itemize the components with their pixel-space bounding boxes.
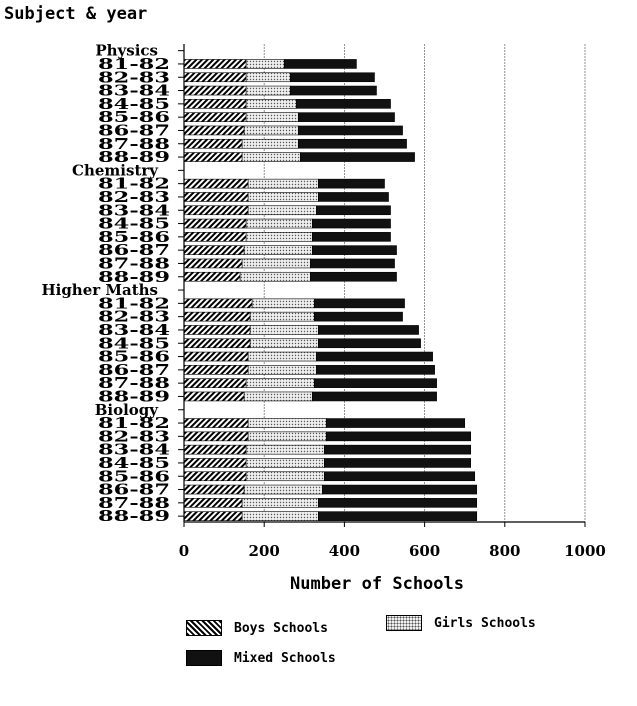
year-label-higher-maths-83-84: 83-84 <box>98 320 170 339</box>
bar-biology-83-84-mixed <box>324 445 470 454</box>
bar-higher-maths-84-85-girls <box>250 339 318 348</box>
bar-biology-82-83-mixed <box>326 432 470 441</box>
bar-higher-maths-85-86-girls <box>248 352 316 361</box>
bar-biology-85-86-girls <box>246 472 324 481</box>
bar-higher-maths-82-83-girls <box>250 312 314 321</box>
year-label-physics-85-86: 85-86 <box>98 108 170 127</box>
bar-chemistry-88-89-boys <box>184 272 240 281</box>
bar-physics-85-86-mixed <box>298 113 394 122</box>
bar-physics-82-83-mixed <box>290 73 374 82</box>
bar-chemistry-84-85-mixed <box>312 219 390 228</box>
year-label-biology-83-84: 83-84 <box>98 440 170 459</box>
bar-higher-maths-88-89-boys <box>184 392 244 401</box>
bar-biology-86-87-boys <box>184 485 244 494</box>
bar-biology-87-88-mixed <box>318 498 476 507</box>
bar-chemistry-85-86-girls <box>246 232 312 241</box>
bar-higher-maths-87-88-boys <box>184 379 246 388</box>
year-label-physics-84-85: 84-85 <box>98 94 170 113</box>
year-label-physics-82-83: 82-83 <box>98 68 170 87</box>
legend-girls-label: Girls Schools <box>434 615 536 631</box>
bar-physics-84-85-girls <box>246 99 296 108</box>
x-tick-label-0: 0 <box>178 542 190 560</box>
bar-higher-maths-82-83-mixed <box>314 312 402 321</box>
bar-physics-85-86-boys <box>184 113 246 122</box>
year-label-chemistry-86-87: 86-87 <box>98 241 170 260</box>
legend-girls <box>386 615 536 631</box>
bar-higher-maths-87-88-girls <box>246 379 314 388</box>
x-tick-label-600: 600 <box>408 542 441 560</box>
bar-biology-84-85-boys <box>184 458 246 467</box>
year-label-higher-maths-81-82: 81-82 <box>98 294 170 313</box>
bar-higher-maths-81-82-mixed <box>314 299 404 308</box>
year-label-chemistry-83-84: 83-84 <box>98 201 170 220</box>
year-label-higher-maths-86-87: 86-87 <box>98 360 170 379</box>
bar-physics-82-83-boys <box>184 73 246 82</box>
bar-biology-82-83-girls <box>248 432 326 441</box>
bar-higher-maths-83-84-boys <box>184 325 250 334</box>
bar-higher-maths-85-86-boys <box>184 352 248 361</box>
year-label-physics-88-89: 88-89 <box>98 148 170 167</box>
bar-physics-88-89-mixed <box>300 153 414 162</box>
bar-chemistry-86-87-boys <box>184 246 244 255</box>
year-label-higher-maths-87-88: 87-88 <box>98 374 170 393</box>
bar-chemistry-85-86-mixed <box>312 232 390 241</box>
bar-higher-maths-81-82-boys <box>184 299 252 308</box>
bar-physics-86-87-girls <box>244 126 298 135</box>
bar-higher-maths-81-82-girls <box>252 299 314 308</box>
year-label-physics-86-87: 86-87 <box>98 121 170 140</box>
subject-label-higher-maths: Higher Maths <box>41 281 158 300</box>
bar-biology-88-89-boys <box>184 512 242 521</box>
bar-biology-81-82-mixed <box>326 419 464 428</box>
legend-boys <box>186 620 328 636</box>
bar-physics-86-87-mixed <box>298 126 402 135</box>
bar-higher-maths-85-86-mixed <box>316 352 432 361</box>
year-label-biology-82-83: 82-83 <box>98 427 170 446</box>
x-tick-label-800: 800 <box>489 542 521 560</box>
bar-higher-maths-86-87-boys <box>184 365 248 374</box>
bar-physics-81-82-mixed <box>284 59 356 68</box>
year-label-physics-87-88: 87-88 <box>98 134 170 153</box>
bar-higher-maths-83-84-mixed <box>318 325 418 334</box>
legend-mixed-label: Mixed Schools <box>234 650 336 666</box>
bar-chemistry-86-87-girls <box>244 246 312 255</box>
legend-mixed <box>186 650 336 666</box>
year-label-higher-maths-82-83: 82-83 <box>98 307 170 326</box>
bar-physics-81-82-boys <box>184 59 246 68</box>
bar-biology-81-82-girls <box>248 419 326 428</box>
bar-chemistry-87-88-boys <box>184 259 242 268</box>
bar-biology-86-87-mixed <box>322 485 476 494</box>
bar-higher-maths-88-89-mixed <box>312 392 436 401</box>
year-label-higher-maths-84-85: 84-85 <box>98 334 170 353</box>
year-label-chemistry-81-82: 81-82 <box>98 174 170 193</box>
bar-chemistry-83-84-mixed <box>316 206 390 215</box>
bar-higher-maths-87-88-mixed <box>314 379 436 388</box>
year-label-higher-maths-85-86: 85-86 <box>98 347 170 366</box>
bar-biology-87-88-girls <box>242 498 318 507</box>
bar-biology-87-88-boys <box>184 498 242 507</box>
bar-chemistry-81-82-mixed <box>318 179 384 188</box>
bar-higher-maths-84-85-mixed <box>318 339 420 348</box>
bar-chemistry-83-84-girls <box>248 206 316 215</box>
bar-biology-84-85-mixed <box>324 458 470 467</box>
bar-chemistry-85-86-boys <box>184 232 246 241</box>
legend-mixed-swatch <box>186 650 222 666</box>
year-label-physics-83-84: 83-84 <box>98 81 170 100</box>
bar-chemistry-87-88-girls <box>242 259 310 268</box>
bar-chemistry-83-84-boys <box>184 206 248 215</box>
year-label-chemistry-84-85: 84-85 <box>98 214 170 233</box>
bar-physics-82-83-girls <box>246 73 290 82</box>
bar-biology-82-83-boys <box>184 432 248 441</box>
bar-biology-86-87-girls <box>244 485 322 494</box>
x-tick-label-1000: 1000 <box>564 542 606 560</box>
x-axis-title: Number of Schools <box>290 574 464 594</box>
bar-biology-83-84-boys <box>184 445 246 454</box>
year-label-chemistry-88-89: 88-89 <box>98 267 170 286</box>
year-label-biology-81-82: 81-82 <box>98 414 170 433</box>
legend-girls-swatch <box>386 615 422 631</box>
bar-higher-maths-82-83-boys <box>184 312 250 321</box>
year-label-biology-85-86: 85-86 <box>98 467 170 486</box>
year-label-biology-86-87: 86-87 <box>98 480 170 499</box>
bar-layer <box>184 59 477 520</box>
bar-physics-85-86-girls <box>246 113 298 122</box>
bar-higher-maths-86-87-mixed <box>316 365 434 374</box>
subject-label-chemistry: Chemistry <box>72 161 158 180</box>
bar-biology-85-86-boys <box>184 472 246 481</box>
bar-biology-81-82-boys <box>184 419 248 428</box>
bar-biology-88-89-mixed <box>318 512 476 521</box>
year-label-chemistry-82-83: 82-83 <box>98 187 170 206</box>
bar-physics-84-85-mixed <box>296 99 390 108</box>
bar-physics-87-88-boys <box>184 139 242 148</box>
bar-chemistry-82-83-mixed <box>318 192 388 201</box>
legend-boys-swatch <box>186 620 222 636</box>
year-label-biology-88-89: 88-89 <box>98 507 170 526</box>
bar-chemistry-81-82-girls <box>248 179 318 188</box>
bar-physics-83-84-boys <box>184 86 246 95</box>
bar-physics-88-89-girls <box>242 153 300 162</box>
bar-biology-83-84-girls <box>246 445 324 454</box>
bar-chemistry-84-85-girls <box>246 219 312 228</box>
bar-biology-88-89-girls <box>242 512 318 521</box>
bar-physics-84-85-boys <box>184 99 246 108</box>
bar-chemistry-88-89-girls <box>240 272 310 281</box>
bar-chemistry-87-88-mixed <box>310 259 394 268</box>
bar-higher-maths-88-89-girls <box>244 392 312 401</box>
bar-biology-84-85-girls <box>246 458 324 467</box>
bar-chemistry-81-82-boys <box>184 179 248 188</box>
bar-physics-81-82-girls <box>246 59 284 68</box>
bar-physics-87-88-mixed <box>298 139 406 148</box>
bar-chemistry-86-87-mixed <box>312 246 396 255</box>
year-label-biology-87-88: 87-88 <box>98 493 170 512</box>
year-label-chemistry-87-88: 87-88 <box>98 254 170 273</box>
year-label-physics-81-82: 81-82 <box>98 54 170 73</box>
bar-physics-83-84-mixed <box>290 86 376 95</box>
year-label-biology-84-85: 84-85 <box>98 453 170 472</box>
bar-physics-88-89-boys <box>184 153 242 162</box>
legend-boys-label: Boys Schools <box>234 620 328 636</box>
x-tick-label-200: 200 <box>248 542 280 560</box>
year-label-higher-maths-88-89: 88-89 <box>98 387 170 406</box>
bar-biology-85-86-mixed <box>324 472 474 481</box>
bar-higher-maths-86-87-girls <box>248 365 316 374</box>
bar-physics-86-87-boys <box>184 126 244 135</box>
subject-label-biology: Biology <box>94 400 158 419</box>
chart-title: Subject & year <box>4 4 148 24</box>
bar-chemistry-82-83-girls <box>248 192 318 201</box>
bar-physics-83-84-girls <box>246 86 290 95</box>
year-label-chemistry-85-86: 85-86 <box>98 227 170 246</box>
bar-chemistry-88-89-mixed <box>310 272 396 281</box>
bar-physics-87-88-girls <box>242 139 298 148</box>
x-tick-label-400: 400 <box>328 542 361 560</box>
subject-label-physics: Physics <box>95 41 158 60</box>
bar-higher-maths-83-84-girls <box>250 325 318 334</box>
bar-higher-maths-84-85-boys <box>184 339 250 348</box>
bar-chemistry-82-83-boys <box>184 192 248 201</box>
bar-chemistry-84-85-boys <box>184 219 246 228</box>
